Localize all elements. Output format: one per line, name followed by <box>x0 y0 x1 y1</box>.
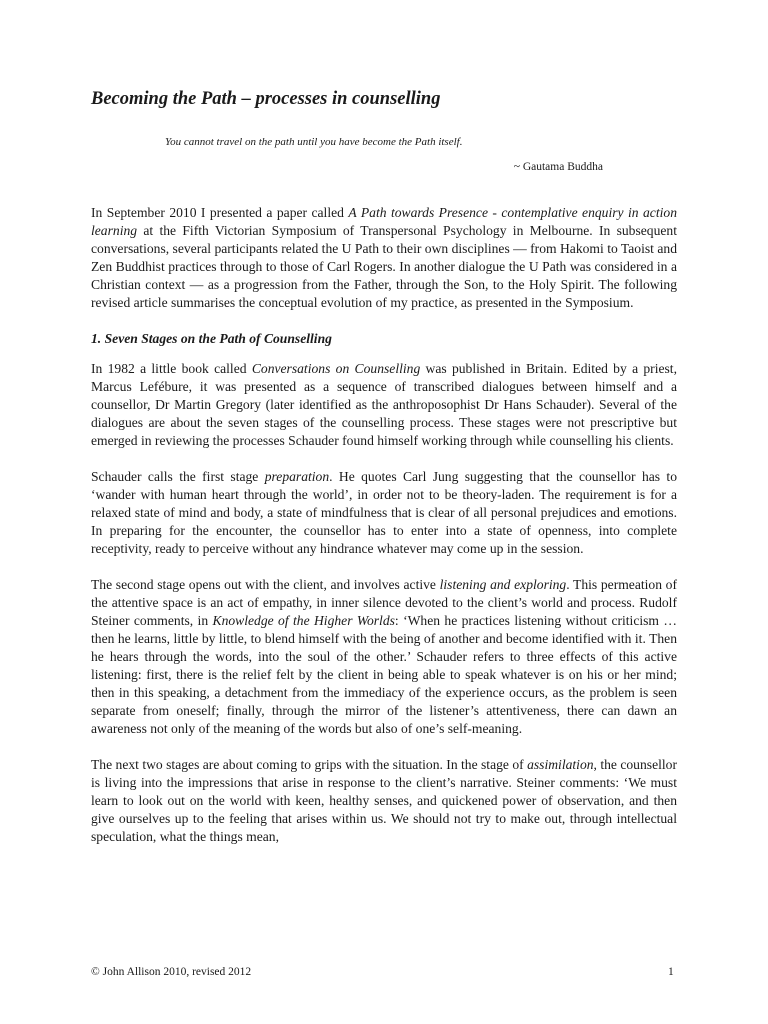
paragraph-listening: The second stage opens out with the client, and involves active listening and exploring. This permeation of the attentive space is an act of empathy, in inner silence devoted to the client’s world and process. Rudolf Steiner comments, in Knowledge of the Higher Worlds: ‘When he practices listening without criticism … then he learns, little by little, to blend himself with the being of another and become identified with it. Then he hears through the words, into the soul of the other.’ Schauder refers to three effects of this active listening: first, there is the relief felt by the client in being able to speak whatever is on his or her mind; then in this speaking, a detachment from the immediacy of the experience occurs, as the problem is seen separate from oneself; finally, through the mirror of the listener’s attentiveness, there can dawn an awareness not only of the meaning of the words but also of one’s self-meaning. <box>91 577 677 736</box>
section-heading: 1. Seven Stages on the Path of Counselling <box>91 331 332 346</box>
intro-paragraph: In September 2010 I presented a paper called A Path towards Presence - contemplative enquiry in action learning at the Fifth Victorian Symposium of Transpersonal Psychology in Melbourne. In subsequent conversations, several participants related the U Path to their own disciplines — from Hakomi to Taoist and Zen Buddhist practices through to those of Carl Rogers. In another dialogue the U Path was considered in a Christian context — as a progression from the Father, through the Son, to the Holy Spirit. The following revised article summarises the conceptual evolution of my practice, as presented in the Symposium. <box>91 205 677 310</box>
epigraph-quote: You cannot travel on the path until you have become the Path itself. <box>165 136 463 148</box>
paragraph-preparation: Schauder calls the first stage preparation. He quotes Carl Jung suggesting that the counsellor has to ‘wander with human heart through the world’, in order not to be theory-laden. The requirement is for a relaxed state of mind and body, a state of mindfulness that is clear of all personal prejudices and emotions. In preparing for the encounter, the counsellor has to enter into a state of openness, into complete receptivity, ready to perceive without any hindrance whatever may come up in the session. <box>91 469 677 556</box>
footer-page-number: 1 <box>668 966 674 978</box>
footer-copyright: © John Allison 2010, revised 2012 <box>91 966 252 978</box>
epigraph-attribution: ~ Gautama Buddha <box>513 161 603 173</box>
document-body <box>91 204 677 864</box>
paragraph-conversations: In 1982 a little book called Conversations on Counselling was published in Britain. Edited by a priest, Marcus Lefébure, it was presented as a sequence of transcribed dialogues between himself and a counsellor, Dr Martin Gregory (later identified as the anthroposophist Dr Hans Schauder). Several of the dialogues are about the seven stages of the counselling process. These stages were not prescriptive but emerged in reviewing the processes Schauder found himself working through while counselling his clients. <box>91 361 677 448</box>
paragraph-assimilation: The next two stages are about coming to grips with the situation. In the stage of assimilation, the counsellor is living into the impressions that arise in response to the client’s narrative. Steiner comments: ‘We must learn to look out on the world with keen, healthy senses, and quickened power of observation, and then give ourselves up to the feeling that arises within us. We should not try to make out, through intellectual speculation, what the things mean, <box>91 757 677 844</box>
document-title: Becoming the Path – processes in counselling <box>91 89 441 109</box>
